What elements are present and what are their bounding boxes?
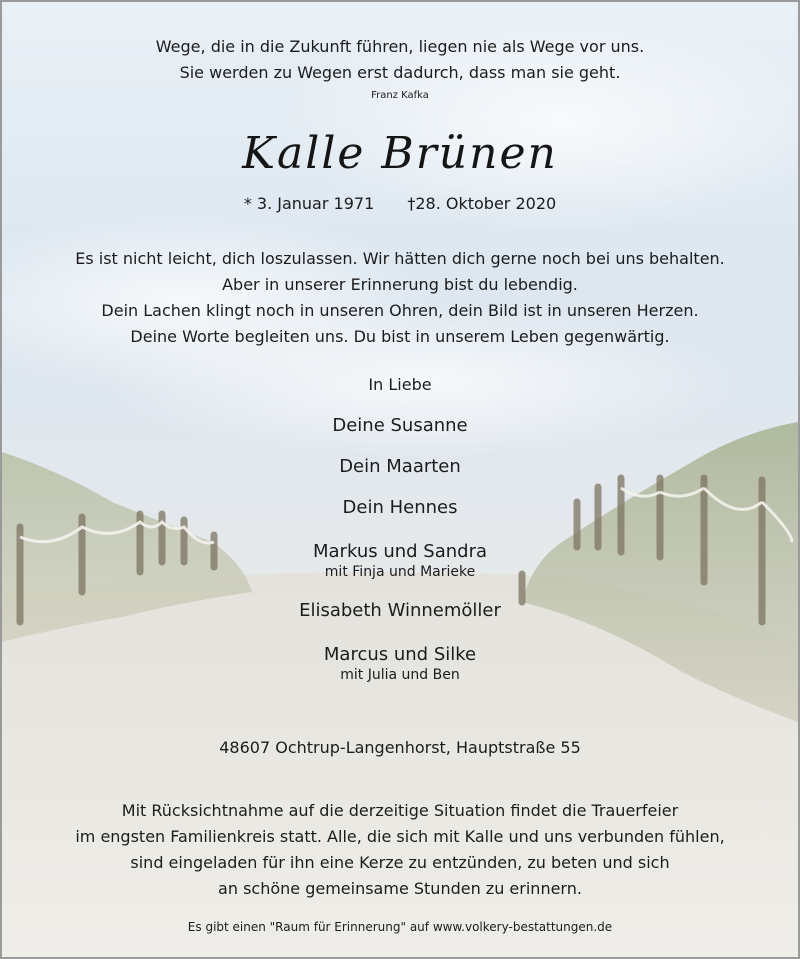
mourners-list — [2, 412, 798, 700]
death-date: †28. Oktober 2020 — [407, 194, 557, 213]
funeral-notice-line: an schöne gemeinsame Stunden zu erinnern. — [218, 879, 582, 898]
in-love-label: In Liebe — [368, 375, 432, 394]
memorial-text — [2, 246, 798, 350]
mourner-name: Marcus und Silke — [323, 644, 477, 665]
address: 48607 Ochtrup-Langenhorst, Hauptstraße 55 — [219, 738, 581, 757]
life-dates — [2, 194, 798, 213]
memorial-website-note: Es gibt einen "Raum für Erinnerung" auf www.volkery-bestattungen.de — [187, 920, 613, 934]
memorial-text-line: Dein Lachen klingt noch in unseren Ohren, dein Bild ist in unseren Herzen. — [101, 301, 699, 320]
memorial-text-line: Deine Worte begleiten uns. Du bist in unserem Leben gegenwärtig. — [130, 327, 670, 346]
quote-line: Wege, die in die Zukunft führen, liegen nie als Wege vor uns. — [155, 37, 645, 56]
mourner-name: Deine Susanne — [332, 415, 468, 436]
quote — [2, 34, 798, 86]
quote-line: Sie werden zu Wegen erst dadurch, dass man sie geht. — [179, 63, 621, 82]
memorial-text-line: Es ist nicht leicht, dich loszulassen. Wir hätten dich gerne noch bei uns behalten. — [75, 249, 725, 268]
birth-date: * 3. Januar 1971 — [243, 194, 375, 213]
funeral-notice — [2, 798, 798, 902]
mourner-children: mit Julia und Ben — [340, 667, 460, 683]
mourner-name: Elisabeth Winnemöller — [299, 600, 501, 621]
mourner-name: Markus und Sandra — [312, 541, 488, 562]
funeral-notice-line: im engsten Familienkreis statt. Alle, die sich mit Kalle und uns verbunden fühlen, — [75, 827, 725, 846]
deceased-name: Kalle Brünen — [242, 128, 558, 179]
mourner-name: Dein Hennes — [342, 497, 458, 518]
mourner-children: mit Finja und Marieke — [324, 564, 476, 580]
funeral-notice-line: Mit Rücksichtnahme auf die derzeitige Situation findet die Trauerfeier — [121, 801, 679, 820]
memorial-text-line: Aber in unserer Erinnerung bist du lebendig. — [222, 275, 578, 294]
funeral-notice-line: sind eingeladen für ihn eine Kerze zu entzünden, zu beten und sich — [130, 853, 670, 872]
mourner-name: Dein Maarten — [339, 456, 461, 477]
quote-author: Franz Kafka — [371, 90, 429, 101]
